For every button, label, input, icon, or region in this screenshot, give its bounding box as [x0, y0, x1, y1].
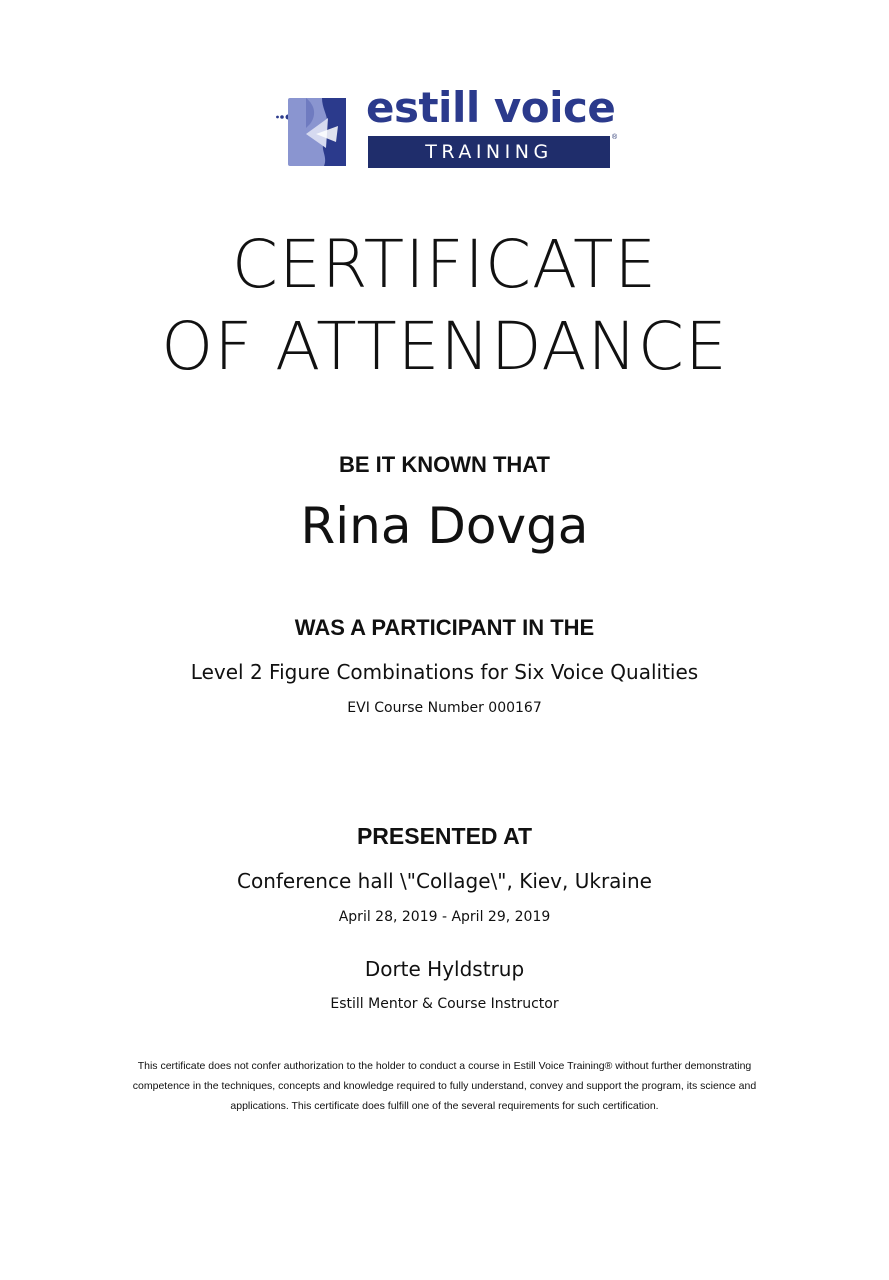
estill-voice-logo	[276, 83, 621, 172]
certificate-title-line2: OF ATTENDANCE	[161, 308, 728, 385]
course-title: Level 2 Figure Combinations for Six Voice Qualities	[190, 660, 699, 684]
estill-voice-profile-icon	[276, 96, 348, 168]
disclaimer-text: This certificate does not confer authorization to the holder to conduct a course in Estill Voice Training® without further demonstrating competence in the techniques, concepts and knowledge required to fully understand, convey and support the program, its science and applications. This certificate does fulfill one of the several requirements for such certification.	[132, 1060, 757, 1112]
recipient-name: Rina Dovga	[300, 497, 589, 555]
logo-tagline-bar: TRAINING	[368, 136, 610, 168]
venue: Conference hall \"Collage\", Kiev, Ukraine	[237, 869, 652, 893]
course-dates: April 28, 2019 - April 29, 2019	[338, 909, 551, 925]
instructor-name: Dorte Hyldstrup	[364, 957, 525, 981]
logo-registered-mark: ®	[612, 134, 618, 141]
instructor-role: Estill Mentor & Course Instructor	[330, 996, 559, 1012]
logo-wordmark: estill voice	[366, 83, 616, 132]
certificate-title-line1: CERTIFICATE	[231, 226, 658, 303]
known-heading: BE IT KNOWN THAT	[338, 452, 550, 477]
presented-heading: PRESENTED AT	[356, 823, 533, 849]
course-number: EVI Course Number 000167	[347, 700, 542, 716]
participant-heading: WAS A PARTICIPANT IN THE	[294, 615, 595, 640]
